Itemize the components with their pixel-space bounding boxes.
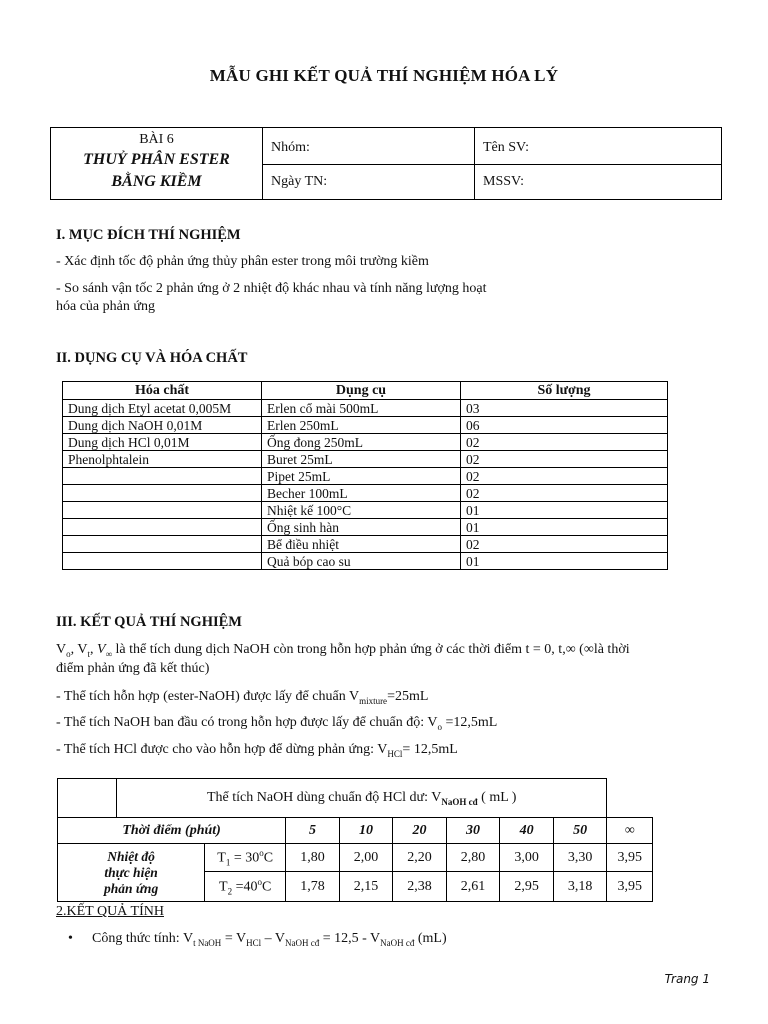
table-row [63,502,668,519]
student-id-label: MSSV: [483,174,524,189]
chemical-cell [63,519,262,536]
t2-value: =40 [232,879,258,895]
t1-label [205,844,286,872]
time-value: 40 [500,818,554,844]
equipment-cell: Pipet 25mL [262,468,461,485]
formula-hcl-sub: HCl [246,937,262,948]
formula-cd-sub: NaOH cđ [284,937,320,948]
mixture-value: =25mL [387,689,429,704]
table-row [63,553,668,570]
chemical-cell [63,502,262,519]
table-row [63,468,668,485]
t2-measurement: 3,18 [553,872,607,902]
equipment-cell: Becher 100mL [262,485,461,502]
t1-measurement: 3,95 [607,844,653,872]
formula-vt-sub: t NaOH [193,937,222,948]
naoh-value: =12,5mL [442,715,498,730]
t2-symbol: T [219,879,228,895]
quantity-cell: 02 [461,468,668,485]
time-value: 50 [553,818,607,844]
volume-definition-text: là thể tích dung dịch NaOH còn trong hỗn hợp phản ứng ở các thời điểm t = 0, t,∞ (∞là thời [111,642,630,657]
t2-measurement: 2,95 [500,872,554,902]
t1-measurement: 3,30 [553,844,607,872]
section-4-heading: 2.KẾT QUẢ TÍNH [56,904,164,919]
t1-sub: 1 [225,857,231,868]
table-row [63,536,668,553]
chemical-cell [63,536,262,553]
t1-value: = 30 [230,850,260,866]
results-header-sub: NaOH cđ [441,796,478,807]
t2-measurement: 2,61 [446,872,500,902]
naoh-sub: o [437,721,443,732]
mixture-volume-line [56,687,428,711]
hcl-sub: HCl [387,748,403,759]
t1-measurement: 3,00 [500,844,554,872]
equipment-table [62,381,668,570]
table-row [63,400,668,417]
group-cell [263,128,475,165]
date-cell [263,165,475,200]
quantity-cell: 02 [461,434,668,451]
section-3-heading: III. KẾT QUẢ THÍ NGHIỆM [56,614,242,630]
mixture-sub: mixture [359,695,388,706]
lesson-label: BÀI 6 [139,132,174,147]
topic-line-1: THUỶ PHÂN ESTER [83,151,230,168]
time-value: ∞ [607,818,653,844]
table-row [63,434,668,451]
chemical-cell [63,468,262,485]
quantity-cell: 06 [461,417,668,434]
quantity-cell: 01 [461,519,668,536]
temperature-label-1: Nhiệt độ [107,848,155,864]
bullet-icon: • [68,931,73,946]
volume-definition: $V_o$, $V_t$, $V_\infty$ là thể tích dung dịch NaOH còn trong hỗn hợp phản ứng ở các thời điểm t = 0, t,∞ (∞là thời [56,642,630,659]
chemical-cell: Dung dịch HCl 0,01M [63,434,262,451]
mixture-text: - Thể tích hỗn hợp (ester-NaOH) được lấy để chuẩn V [56,689,360,704]
naoh-text: - Thể tích NaOH ban đầu có trong hỗn hợp được lấy để chuẩn độ: V [56,715,438,730]
quantity-cell: 03 [461,400,668,417]
table-row [63,451,668,468]
temperature-label-2: thực hiện [104,864,158,880]
equipment-cell: Ống đong 250mL [262,434,461,451]
results-table [57,778,653,902]
table-row [63,519,668,536]
hcl-value: = 12,5mL [402,742,458,757]
group-label: Nhóm: [271,140,310,155]
equipment-cell: Quả bóp cao su [262,553,461,570]
table-row [63,485,668,502]
formula-cd-sub-2: NaOH cđ [380,937,415,948]
time-value: 20 [393,818,447,844]
equipment-cell: Erlen 250mL [262,417,461,434]
col-chemical: Hóa chất [63,382,262,400]
results-corner [58,779,117,818]
hcl-volume-line [56,740,458,764]
t2-label [205,872,286,902]
equipment-cell: Nhiệt kế 100°C [262,502,461,519]
table-row [63,417,668,434]
t2-measurement: 2,15 [339,872,393,902]
t1-measurement: 1,80 [286,844,340,872]
t1-symbol: T [217,850,226,866]
quantity-cell: 02 [461,485,668,502]
chemical-cell: Phenolphtalein [63,451,262,468]
purpose-line-1: - Xác định tốc độ phản ứng thủy phân ester trong môi trường kiềm [56,254,429,269]
chemical-cell: Dung dịch NaOH 0,01M [63,417,262,434]
naoh-volume-line [56,713,497,737]
time-value: 30 [446,818,500,844]
quantity-cell: 01 [461,553,668,570]
t2-degree: o [257,876,262,887]
section-2-heading: II. DỤNG CỤ VÀ HÓA CHẤT [56,350,248,366]
time-row [58,818,653,844]
t1-unit: C [263,850,274,866]
chemical-cell: Dung dịch Etyl acetat 0,005M [63,400,262,417]
temperature-label-3: phản ứng [103,880,159,896]
results-header-text: Thể tích NaOH dùng chuẩn độ HCl dư: V [206,789,442,805]
col-equipment: Dụng cụ [262,382,461,400]
results-header-unit: ( mL ) [477,789,517,805]
topic-line-2: BẰNG KIỀM [111,173,202,190]
t1-measurement: 2,80 [446,844,500,872]
formula-line [68,931,447,948]
equipment-cell: Ống sinh hàn [262,519,461,536]
formula-eq2: = 12,5 - V [319,931,381,946]
formula-minus: – V [261,931,285,946]
t2-sub: 2 [227,886,233,897]
chemical-cell [63,485,262,502]
t2-measurement: 2,38 [393,872,447,902]
t1-measurement: 2,20 [393,844,447,872]
time-label: Thời điểm (phút) [58,818,286,844]
page-number: Trang 1 [664,972,710,986]
equipment-cell: Erlen cổ mài 500mL [262,400,461,417]
formula-unit: (mL) [414,931,447,946]
quantity-cell: 02 [461,536,668,553]
student-name-label: Tên SV: [483,140,530,155]
time-value: 5 [286,818,340,844]
equipment-table-body [63,400,668,570]
hcl-text: - Thể tích HCl được cho vào hỗn hợp để dừng phản ứng: V [56,742,388,757]
formula-eq1: = V [221,931,247,946]
lesson-cell [51,128,263,200]
col-quantity: Số lượng [461,382,668,400]
quantity-cell: 01 [461,502,668,519]
equipment-cell: Bể điều nhiệt [262,536,461,553]
results-header [117,779,607,818]
header-table [50,127,722,200]
t2-measurement: 1,78 [286,872,340,902]
t1-degree: o [259,847,264,858]
section-1-heading: I. MỤC ĐÍCH THÍ NGHIỆM [56,227,241,243]
quantity-cell: 02 [461,451,668,468]
equipment-cell: Buret 25mL [262,451,461,468]
t2-unit: C [261,879,272,895]
temperature-label [58,844,205,902]
purpose-line-2: - So sánh vận tốc 2 phản ứng ở 2 nhiệt độ khác nhau và tính năng lượng hoạt [56,281,487,296]
page-title: MẪU GHI KẾT QUẢ THÍ NGHIỆM HÓA LÝ [209,66,559,85]
t1-measurement: 2,00 [339,844,393,872]
t2-measurement: 3,95 [607,872,653,902]
volume-definition-cont: điểm phản ứng đã kết thúc) [56,661,210,676]
chemical-cell [63,553,262,570]
time-value: 10 [339,818,393,844]
purpose-line-3: hóa của phản ứng [56,299,155,314]
date-label: Ngày TN: [271,174,328,189]
student-name-cell [475,128,722,165]
t1-row [58,844,653,872]
formula-prefix: Công thức tính: V [92,931,194,946]
student-id-cell [475,165,722,200]
